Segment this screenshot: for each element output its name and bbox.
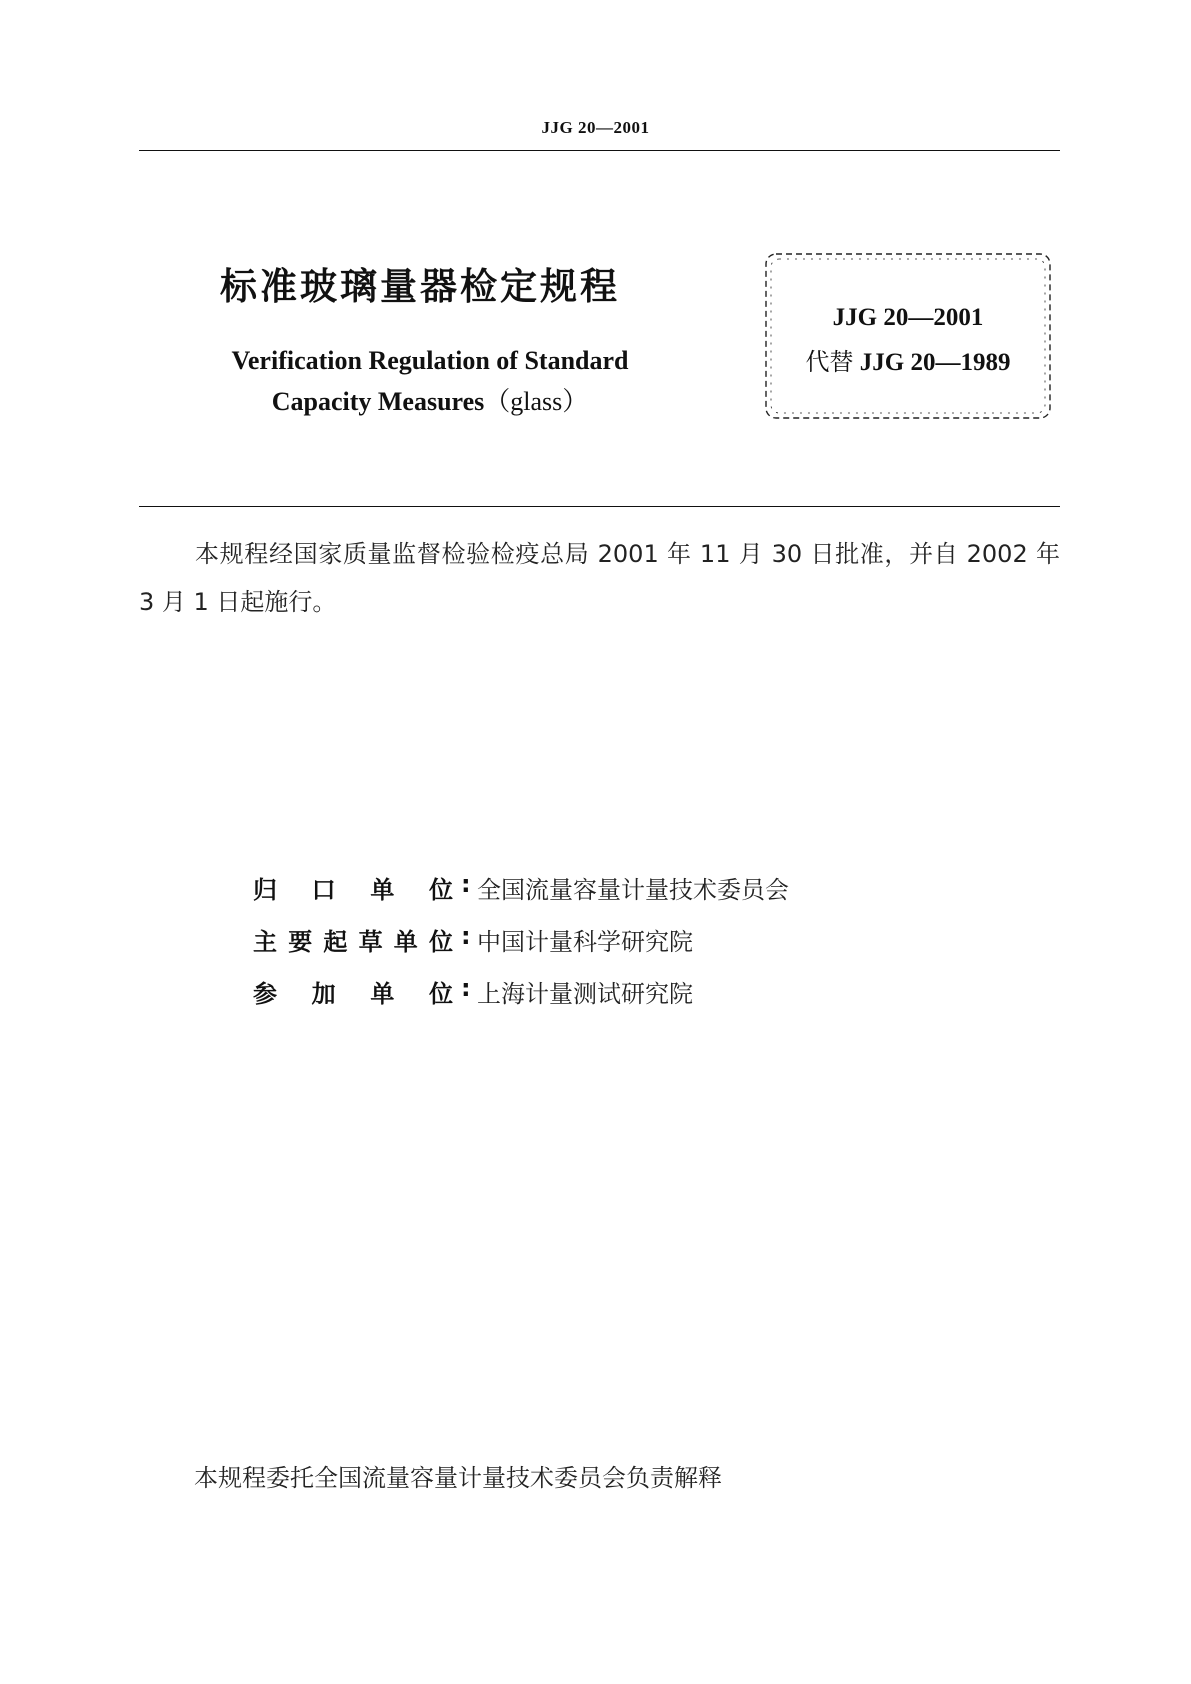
title-english	[200, 340, 660, 422]
title-english-paren: （glass）	[484, 387, 589, 416]
decorative-border-icon	[762, 250, 1054, 422]
header-standard-code: JJG 20—2001	[541, 118, 650, 137]
code-replaced: JJG 20—1989	[859, 349, 1011, 376]
title-rule	[139, 506, 1060, 507]
code-current: JJG 20—2001	[832, 304, 984, 331]
unit-label: 参 加 单 位	[253, 980, 453, 1008]
unit-value: 全国流量容量计量技术委员会	[477, 876, 789, 904]
unit-value: 中国计量科学研究院	[477, 928, 693, 956]
title-english-line2: Capacity Measures	[271, 387, 485, 416]
unit-value: 上海计量测试研究院	[477, 980, 693, 1008]
title-english-line1: Verification Regulation of Standard	[231, 346, 629, 375]
interpretation-note: 本规程委托全国流量容量计量技术委员会负责解释	[194, 1464, 722, 1492]
unit-label: 归 口 单 位	[253, 876, 453, 904]
code-replace-prefix: 代替	[805, 348, 854, 376]
title-chinese: 标准玻璃量器检定规程	[220, 265, 620, 308]
standard-code-box	[762, 250, 1054, 422]
approval-statement: 本规程经国家质量监督检验检疫总局 2001 年 11 月 30 日批准，并自 2002 年 3 月 1 日起施行。	[139, 540, 1060, 616]
unit-label: 主 要 起 草 单 位	[253, 928, 453, 956]
header-rule	[139, 150, 1060, 151]
